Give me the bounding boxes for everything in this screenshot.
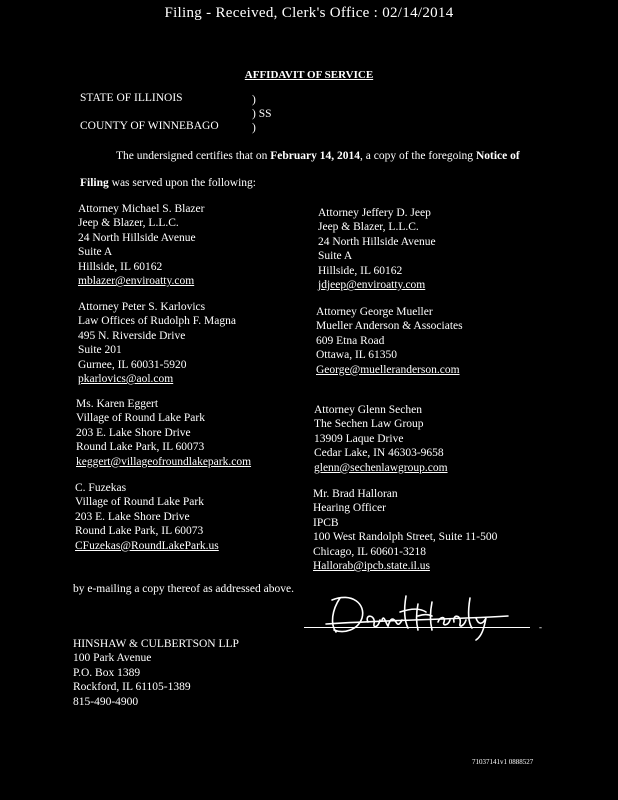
caption-paren-3: ) [252, 122, 256, 134]
recipient-line: 203 E. Lake Shore Drive [75, 510, 190, 523]
recipient-line: Hillside, IL 60162 [78, 260, 163, 273]
recipient-line: Hearing Officer [313, 502, 386, 515]
recipient-line: Hillside, IL 60162 [318, 264, 403, 277]
recipient-line: Mueller Anderson & Associates [316, 320, 463, 333]
firm-street: 100 Park Avenue [73, 652, 152, 665]
recipient-line: Suite A [78, 246, 113, 259]
recipient-line: 203 E. Lake Shore Drive [76, 426, 191, 439]
firm-phone: 815-490-4900 [73, 695, 139, 708]
recipient-email-link[interactable]: jdjeep@enviroatty.com [318, 279, 426, 292]
firm-city: Rockford, IL 61105-1389 [73, 681, 191, 694]
document-title: AFFIDAVIT OF SERVICE [244, 69, 374, 81]
recipient-line: Ottawa, IL 61350 [316, 349, 398, 362]
signature-line-end: - [539, 622, 542, 632]
certify-middle: , a copy of the foregoing [360, 150, 476, 162]
firm-address-block [73, 637, 239, 709]
recipient-line: Ms. Karen Eggert [76, 398, 159, 410]
certify-prefix: The undersigned certifies that on [116, 150, 271, 162]
recipient-line: Cedar Lake, IN 46303-9658 [314, 447, 444, 460]
recipient-line: Gurnee, IL 60031-5920 [78, 358, 187, 371]
recipient-line: Attorney Glenn Sechen [314, 404, 422, 416]
recipient-block [314, 403, 448, 475]
filing-header: Filing - Received, Clerk's Office : 02/14/2014 [164, 5, 454, 21]
recipient-line: Jeep & Blazer, L.L.C. [318, 221, 419, 234]
recipient-line: 609 Etna Road [316, 334, 385, 347]
recipient-block [313, 487, 497, 573]
recipient-email-link[interactable]: CFuzekas@RoundLakePark.us [75, 539, 219, 552]
recipient-line: Attorney George Mueller [316, 306, 433, 318]
document-name-part-1: Notice of [475, 150, 520, 162]
recipient-email-link[interactable]: glenn@sechenlawgroup.com [314, 461, 448, 474]
certify-line-2 [80, 176, 256, 190]
recipient-email-link[interactable]: George@muelleranderson.com [316, 363, 460, 376]
caption-state: STATE OF ILLINOIS [80, 92, 183, 104]
service-date: February 14, 2014 [270, 150, 361, 162]
firm-po-box: P.O. Box 1389 [73, 666, 141, 679]
recipient-line: The Sechen Law Group [314, 418, 424, 431]
recipient-line: 100 West Randolph Street, Suite 11-500 [313, 531, 498, 544]
recipient-email-link[interactable]: Hallorab@ipcb.state.il.us [313, 560, 430, 573]
recipient-line: 13909 Laque Drive [314, 432, 404, 445]
service-method: by e-mailing a copy thereof as addressed above. [73, 583, 294, 595]
recipient-line: Chicago, IL 60601-3218 [313, 545, 426, 558]
recipient-line: IPCB [313, 516, 339, 529]
recipient-email-link[interactable]: mblazer@enviroatty.com [78, 275, 195, 288]
recipient-line: Suite A [318, 250, 353, 263]
firm-name: HINSHAW & CULBERTSON LLP [73, 638, 239, 650]
caption-paren-1: ) [252, 94, 256, 106]
recipient-block [318, 206, 436, 292]
certify-suffix: was served upon the following: [108, 177, 257, 189]
document-id: 71037141v1 0888527 [472, 758, 534, 766]
recipient-line: Attorney Jeffery D. Jeep [318, 207, 431, 219]
recipient-email-link[interactable]: pkarlovics@aol.com [78, 373, 174, 386]
recipient-line: Attorney Michael S. Blazer [78, 203, 205, 215]
recipient-line: Jeep & Blazer, L.L.C. [78, 217, 179, 230]
recipient-block [316, 305, 463, 377]
recipient-line: Village of Round Lake Park [76, 412, 205, 425]
recipient-line: Round Lake Park, IL 60073 [76, 441, 205, 454]
recipient-block [78, 300, 236, 386]
recipient-line: 495 N. Riverside Drive [78, 329, 186, 342]
recipient-line: Suite 201 [78, 344, 122, 357]
recipient-email-link[interactable]: keggert@villageofroundlakepark.com [76, 455, 252, 468]
recipient-line: 24 North Hillside Avenue [318, 235, 436, 248]
recipient-line: Round Lake Park, IL 60073 [75, 525, 204, 538]
recipient-line: 24 North Hillside Avenue [78, 231, 196, 244]
caption-ss: ) SS [252, 108, 272, 120]
recipient-block [76, 397, 251, 469]
document-name-part-2: Filing [80, 177, 109, 189]
signature-line [304, 627, 530, 628]
certify-line-1 [116, 149, 520, 163]
signature-image [322, 590, 512, 642]
recipient-block [78, 202, 204, 288]
recipient-block [75, 481, 219, 553]
recipient-line: Attorney Peter S. Karlovics [78, 301, 206, 313]
caption-county: COUNTY OF WINNEBAGO [80, 120, 219, 132]
recipient-line: Law Offices of Rudolph F. Magna [78, 315, 236, 328]
recipient-line: Village of Round Lake Park [75, 496, 204, 509]
recipient-line: C. Fuzekas [75, 482, 127, 494]
recipient-line: Mr. Brad Halloran [313, 488, 398, 500]
